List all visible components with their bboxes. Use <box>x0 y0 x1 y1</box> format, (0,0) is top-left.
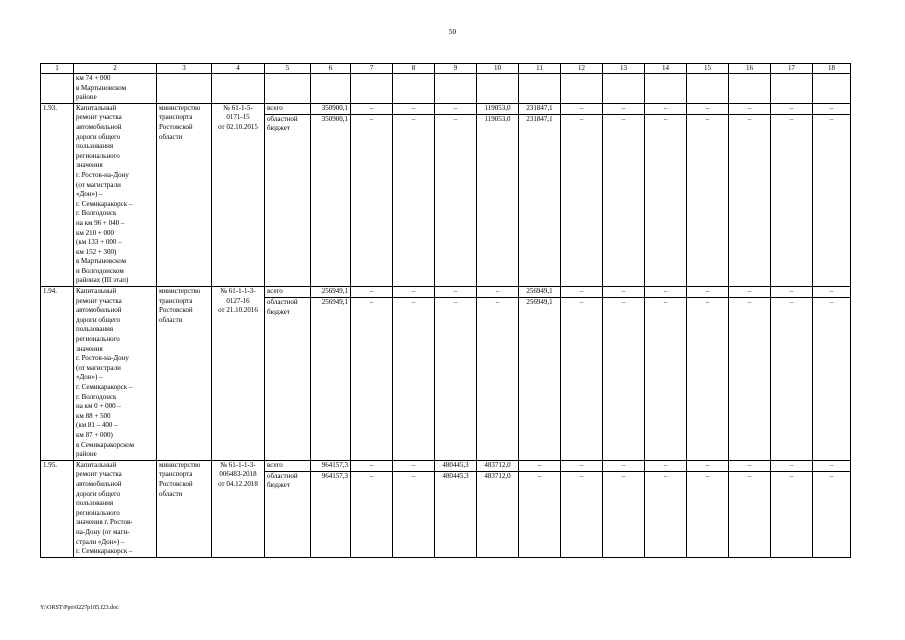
header-cell: 16 <box>729 64 771 74</box>
empty-cell <box>311 74 351 104</box>
value-cell: – <box>603 298 645 461</box>
value-cell: – <box>435 287 477 298</box>
row-number-cell: 1.93. <box>41 103 74 286</box>
value-cell: – <box>687 471 729 557</box>
object-name-cell: Капитальный ремонт участка автомобильной дороги общего пользования регионального значения г. Ростов-на-Дону (от магистрали «Дон») – г. Семикаракорск – г. Волгодонск на км 0 + 000 – км 88 + 500 (км 81 – 400 – км 87 + 000) в Семикаракорском районе <box>74 287 157 461</box>
header-cell: 10 <box>477 64 519 74</box>
value-cell: – <box>729 103 771 114</box>
value-cell: – <box>477 287 519 298</box>
empty-cell <box>157 74 212 104</box>
value-cell: – <box>645 114 687 286</box>
value-cell: – <box>393 298 435 461</box>
value-cell: 964157,3 <box>311 460 351 471</box>
empty-cell <box>351 74 393 104</box>
table-row <box>41 287 851 298</box>
value-cell: – <box>729 287 771 298</box>
empty-cell <box>393 74 435 104</box>
header-cell: 17 <box>771 64 813 74</box>
value-cell: – <box>771 298 813 461</box>
value-cell: – <box>729 471 771 557</box>
value-cell: – <box>351 103 393 114</box>
value-cell: – <box>393 103 435 114</box>
object-name-cell: км 74 + 000 в Мартыновском районе <box>74 74 157 104</box>
organization-cell: министерство транспорта Ростовской области <box>157 460 212 557</box>
value-cell: – <box>771 460 813 471</box>
header-cell: 18 <box>813 64 851 74</box>
value-cell: – <box>561 460 603 471</box>
footer-path: Y:\ORST\Ppo\0227p105.f23.doc <box>40 605 119 611</box>
header-cell: 5 <box>265 64 311 74</box>
value-cell: – <box>435 103 477 114</box>
empty-cell <box>41 74 74 104</box>
value-cell: – <box>393 471 435 557</box>
value-cell: – <box>603 114 645 286</box>
header-cell: 7 <box>351 64 393 74</box>
empty-cell <box>265 74 311 104</box>
value-cell: – <box>351 114 393 286</box>
value-cell: – <box>393 460 435 471</box>
value-cell: – <box>603 471 645 557</box>
value-cell: – <box>393 114 435 286</box>
value-cell: – <box>645 471 687 557</box>
value-cell: – <box>561 103 603 114</box>
row-number-cell: 1.95. <box>41 460 74 557</box>
value-cell: – <box>351 460 393 471</box>
value-cell: – <box>687 287 729 298</box>
value-cell: 231847,1 <box>519 103 561 114</box>
value-cell: 350900,1 <box>311 103 351 114</box>
value-cell: – <box>771 103 813 114</box>
header-cell: 14 <box>645 64 687 74</box>
empty-cell <box>771 74 813 104</box>
funding-source-cell: областной бюджет <box>265 471 311 557</box>
empty-cell <box>212 74 265 104</box>
value-cell: – <box>603 103 645 114</box>
funding-source-cell: всего <box>265 287 311 298</box>
organization-cell: министерство транспорта Ростовской области <box>157 287 212 461</box>
value-cell: – <box>729 114 771 286</box>
document-cell: № 61-1-1-3- 0127-16 от 21.10.2016 <box>212 287 265 461</box>
value-cell: – <box>813 460 851 471</box>
value-cell: – <box>435 298 477 461</box>
empty-cell <box>687 74 729 104</box>
empty-cell <box>603 74 645 104</box>
value-cell: – <box>813 114 851 286</box>
value-cell: – <box>687 460 729 471</box>
value-cell: – <box>393 287 435 298</box>
value-cell: – <box>771 287 813 298</box>
value-cell: – <box>519 471 561 557</box>
value-cell: – <box>813 471 851 557</box>
value-cell: – <box>813 298 851 461</box>
empty-cell <box>645 74 687 104</box>
value-cell: – <box>477 298 519 461</box>
value-cell: – <box>687 103 729 114</box>
value-cell: – <box>813 287 851 298</box>
header-cell: 6 <box>311 64 351 74</box>
value-cell: – <box>351 298 393 461</box>
document-cell: № 61-1-1-3- 006483-2018 от 04.12.2018 <box>212 460 265 557</box>
value-cell: 256949,1 <box>519 298 561 461</box>
value-cell: – <box>561 114 603 286</box>
header-cell: 2 <box>74 64 157 74</box>
value-cell: – <box>813 103 851 114</box>
object-name-cell: Капитальный ремонт участка автомобильной дороги общего пользования регионального значения г. Ростов-на-Дону (от магистрали «Дон») – г. Семикаракорск – г. Волгодонск на км 96 + 040 – км 210 + 000 (км 133 + 000 – км 152 + 300) в Мартыновском и Волгодонском районах (III этап) <box>74 103 157 286</box>
value-cell: 350900,1 <box>311 114 351 286</box>
value-cell: 480445,3 <box>435 460 477 471</box>
header-cell: 11 <box>519 64 561 74</box>
table-row <box>41 103 851 114</box>
funding-source-cell: всего <box>265 460 311 471</box>
page-number: 50 <box>448 27 457 36</box>
value-cell: 256949,1 <box>311 287 351 298</box>
header-cell: 3 <box>157 64 212 74</box>
value-cell: – <box>771 471 813 557</box>
empty-cell <box>561 74 603 104</box>
funding-source-cell: областной бюджет <box>265 298 311 461</box>
empty-cell <box>813 74 851 104</box>
value-cell: – <box>435 114 477 286</box>
value-cell: – <box>561 298 603 461</box>
header-cell: 13 <box>603 64 645 74</box>
value-cell: 119053,0 <box>477 103 519 114</box>
header-cell: 1 <box>41 64 74 74</box>
value-cell: – <box>771 114 813 286</box>
value-cell: – <box>645 460 687 471</box>
object-name-cell: Капитальный ремонт участка автомобильной дороги общего пользования регионального значения г. Ростов- на-Дону (от маги- страли «Дон») – г. Семикаракорск – <box>74 460 157 557</box>
empty-cell <box>435 74 477 104</box>
value-cell: 480445,3 <box>435 471 477 557</box>
header-row <box>41 64 851 74</box>
empty-cell <box>519 74 561 104</box>
document-cell: № 61-1-5- 0171-15 от 02.10.2015 <box>212 103 265 286</box>
value-cell: – <box>687 298 729 461</box>
organization-cell: министерство транспорта Ростовской области <box>157 103 212 286</box>
value-cell: – <box>561 471 603 557</box>
header-cell: 12 <box>561 64 603 74</box>
data-table <box>40 63 851 558</box>
value-cell: 231847,1 <box>519 114 561 286</box>
empty-cell <box>477 74 519 104</box>
value-cell: 256949,1 <box>311 298 351 461</box>
value-cell: – <box>729 460 771 471</box>
value-cell: – <box>645 298 687 461</box>
header-cell: 9 <box>435 64 477 74</box>
value-cell: – <box>603 287 645 298</box>
value-cell: 256949,1 <box>519 287 561 298</box>
value-cell: – <box>519 460 561 471</box>
funding-source-cell: областной бюджет <box>265 114 311 286</box>
table-row <box>41 460 851 471</box>
value-cell: 119053,0 <box>477 114 519 286</box>
header-cell: 4 <box>212 64 265 74</box>
header-cell: 15 <box>687 64 729 74</box>
value-cell: – <box>645 287 687 298</box>
header-cell: 8 <box>393 64 435 74</box>
value-cell: 483712,0 <box>477 460 519 471</box>
value-cell: – <box>603 460 645 471</box>
value-cell: – <box>351 287 393 298</box>
value-cell: – <box>687 114 729 286</box>
value-cell: – <box>351 471 393 557</box>
value-cell: 483712,0 <box>477 471 519 557</box>
value-cell: – <box>561 287 603 298</box>
value-cell: – <box>729 298 771 461</box>
value-cell: 964157,3 <box>311 471 351 557</box>
empty-cell <box>729 74 771 104</box>
funding-source-cell: всего <box>265 103 311 114</box>
table-row <box>41 74 851 104</box>
row-number-cell: 1.94. <box>41 287 74 461</box>
value-cell: – <box>645 103 687 114</box>
